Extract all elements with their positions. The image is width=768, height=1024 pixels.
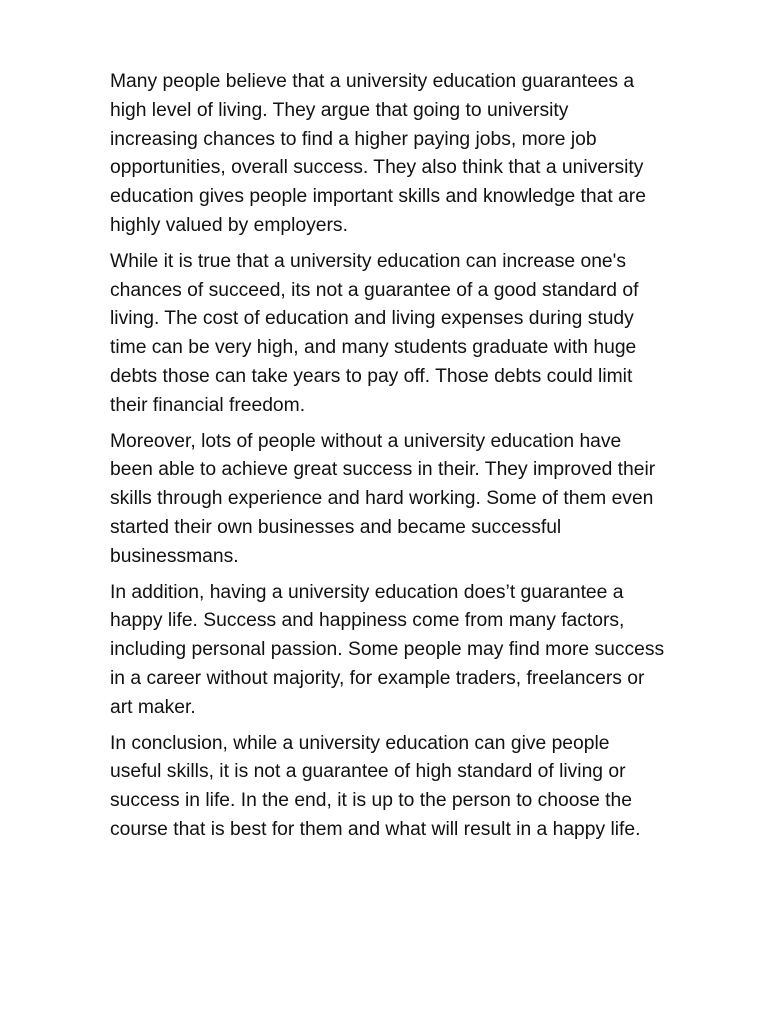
paragraph-intro: Many people believe that a university education guarantees a high level of living. They argue that going to university increasing chances to find a higher paying jobs, more job opportunities, overall success. They also think that a university education gives people important skills and knowledge that are highly valued by employers. xyxy=(110,71,646,236)
paragraph-success-without-degree: Moreover, lots of people without a university education have been able to achieve great success in their. They improved their skills through experience and hard working. Some of them even started their own businesses and became successful businessmans. xyxy=(110,430,656,567)
paragraph-costs: While it is true that a university education can increase one's chances of succeed, its not a guarantee of a good standard of living. The cost of education and living expenses during study time can be very high, and many students graduate with huge debts those can take years to pay off. Those debts could limit their financial freedom. xyxy=(110,250,639,416)
document-body xyxy=(110,68,720,852)
paragraph-conclusion: In conclusion, while a university education can give people useful skills, it is not a guarantee of high standard of living or success in life. In the end, it is up to the person to choose the course that is best for them and what will result in a happy life. xyxy=(110,732,641,840)
paragraph-happiness: In addition, having a university education does’t guarantee a happy life. Success and happiness come from many factors, including personal passion. Some people may find more success in a career without majority, for example traders, freelancers or art maker. xyxy=(110,581,665,718)
